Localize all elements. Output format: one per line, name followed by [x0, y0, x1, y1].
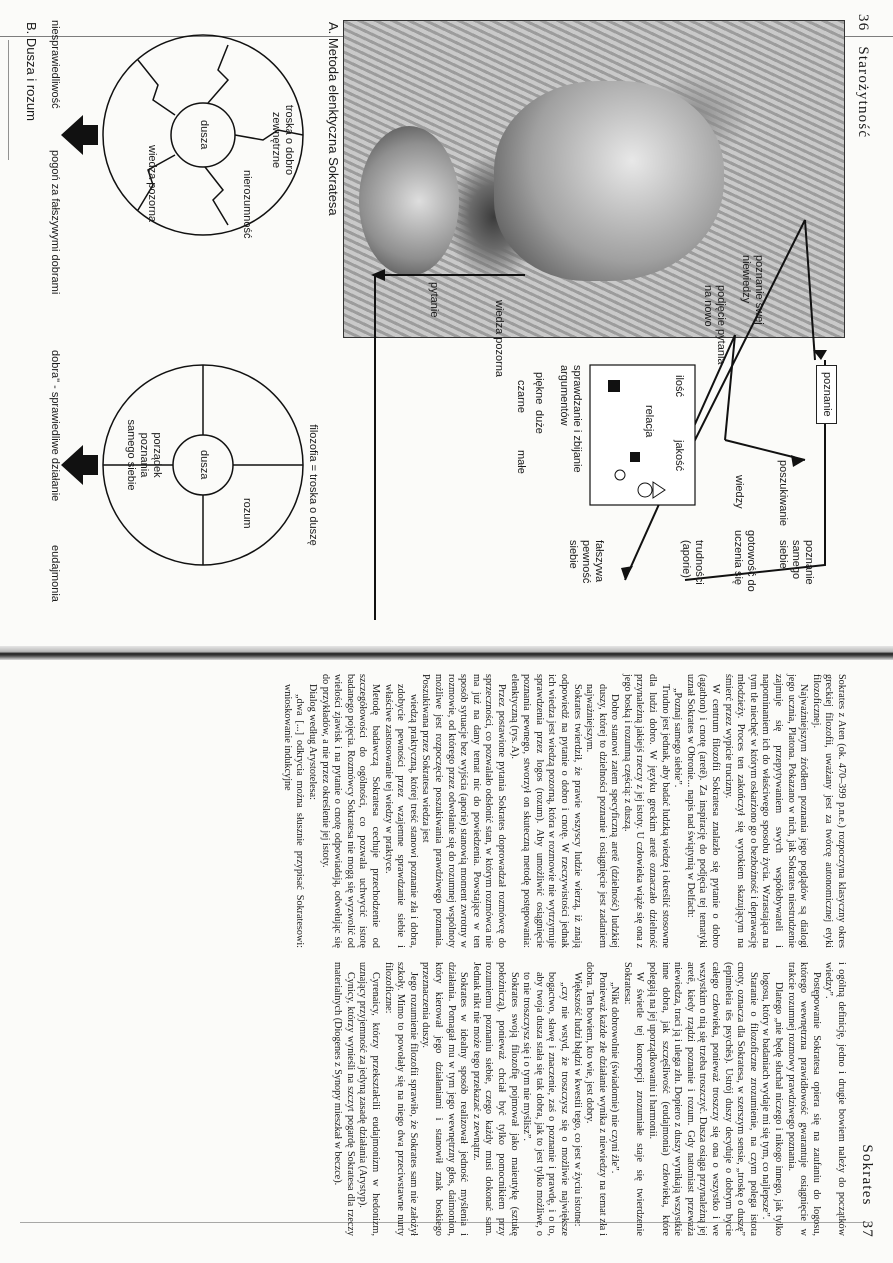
label-poszukiwanie: poszukiwanie: [777, 460, 789, 527]
arrow-line: [805, 220, 815, 360]
paragraph: Przez postawione pytania Sokrates doprowadzał rozmówcę do sprzeczności, co pozwalało odsłonić stan, w którym rozmówca nie ma już na dany temat nic do powiedzenia. Powstające w ten sposób sytuacje bez wyjścia (aporie) stanowią moment zwrotny w rozmowie, od którego przez odwołanie się do rozumnej wspólnoty możliwe jest rozpoczęcie poszukiwania prawdziwego poznania. Poszukiwana przez Sokratesa wiedza jest: [420, 674, 507, 948]
paragraph: wiedzą praktyczną, której treść stanowi poznanie zła i dobra, zdobycie pewności przez wzajemne sprawdzanie siebie i właściwe zastosowanie tej wiedzy w praktyce.: [382, 684, 419, 948]
quote: „dwa [...] odkrycia można słusznie przypisać Sokratesowi: wnioskowanie indukcyjne: [281, 684, 306, 948]
paragraph: i ogólną definicję, jedno i drugie bowiem należy do początków wiedzy”.: [823, 962, 847, 1236]
elenctic-method-diagram: [345, 20, 845, 620]
paragraph: Sokrates twierdził, że prawie wszyscy ludzie wierzą, iż znają odpowiedź na pytanie o dobro i cnotę. W rzeczywistości jednak ich wiedza jest wiedzą pozorną, która w rozmowie nie wytrzymuje sprawdzenia przez logos (rozum). Aby umożliwić osiągnięcie poznania pewnego, stworzył on skuteczną metodę postępowania: elenktyczną (rys. A).: [508, 674, 583, 948]
quote: „Nikt dobrowolnie (świadomie) nie czyni źle”.: [609, 982, 621, 1174]
label-ilosc: ilość: [673, 375, 685, 398]
shape-filled-square: [608, 380, 620, 392]
label-relacja: relacja: [643, 405, 655, 438]
left-seg-wiedza: wiedza pozorna: [146, 145, 158, 223]
paragraph: Dobro stanowi zatem specyficzną aretē (dzielność) ludzkiej duszy, której to dzielności poznanie i osiągnięcie jest zadaniem najważniejszym.: [584, 684, 621, 948]
down-arrow: [61, 445, 98, 485]
text-column-right: [331, 962, 847, 1236]
running-head-37: [858, 1144, 875, 1238]
paragraph: Cynicy, którzy wynieśli na szczyt pogardę Sokratesa dla rzeczy materialnych (Diogenes z Synopy mieszkał w beczce).: [332, 962, 356, 1236]
crack-line: [205, 167, 228, 225]
arrow-head: [791, 455, 805, 467]
label-piekne: piękne: [533, 372, 545, 405]
label-poznanie-niewiedzy: poznanie swej niewiedzy: [740, 255, 765, 325]
label-jakosc: jakość: [673, 440, 685, 472]
paragraph: Postępowanie Sokratesa opiera się na zaufaniu do logosu, którego wewnętrzna prawidłowość gwarantuje osiągnięcie w trakcie rozumnej rozmowy prawdziwego poznania.: [785, 962, 822, 1236]
right-arc-label: filozofia = troska o duszę: [307, 424, 319, 546]
paragraph: Sokrates z Aten (ok. 470–399 p.n.e.) rozpoczyna klasyczny okres greckiej filozofii, uważany jest za twórcę autonomicznej etyki filozoficznej.: [810, 674, 847, 948]
left-bottom-pogon: pogoń za fałszywymi dobrami: [49, 150, 61, 295]
label-poznanie: poznanie: [816, 365, 837, 424]
caption-a: A. Metoda elenktyczna Sokratesa: [326, 22, 341, 216]
soul-reason-diagram: [43, 20, 323, 620]
shape-square: [630, 452, 640, 462]
page-37: [0, 656, 893, 1256]
quote: „czy nie wstyd, że troszczysz się o możliwie największe bogactwo, sławę i znaczenie, zaś o poznanie i prawdę, i o to, aby twoja dusza stała się tak dobra, jak to jest tylko możliwe, o to nie troszczysz się i o tym nie myślisz”.: [521, 972, 570, 1236]
paragraph: Sokrates swoją filozofię pojmował jako maieutykę (sztukę położniczą), ponieważ chciał być tylko pomocnikiem przy rozumiemu poznaniu siebie, czego każdy musi dokonać sam. Jednak nikt nie może tego przekazać z zewnątrz.: [470, 962, 520, 1236]
label-gotowosc: gotowość do uczenia się: [732, 530, 757, 592]
running-head-36: [854, 14, 871, 138]
label-sprawdzanie: sprawdzanie i zbijanie argumentów: [558, 365, 583, 473]
right-bottom-dobra: dobra" - sprawiedliwe działanie: [49, 350, 61, 502]
page-number: 36: [855, 14, 871, 32]
label-wiedza-pozorna: wiedza pozorna: [493, 300, 505, 378]
down-arrow: [61, 115, 98, 155]
left-seg-nierozumnosc: nierozumność: [241, 170, 253, 239]
crack-line: [138, 60, 175, 115]
running-head-title: Sokrates: [859, 1144, 875, 1206]
label-czarne: czarne: [515, 380, 527, 414]
arrow-head: [371, 269, 385, 281]
page-number: 37: [859, 1220, 875, 1238]
running-head-title: Starożytność: [855, 46, 871, 139]
quote: „Poznaj samego siebie”.: [672, 688, 684, 788]
paragraph: Metodę badawczą Sokratesa cechuje przechodzenie od szczegółowości do ogólności, co pozwala uchwycić istotę badanego pojęcia. Rozmówcy Sokratesa nie mogą się wyzwolić od wielości zjawisk i na pytanie o cnotę odpowiadają, odwołując się do przykładów, a nie przez określenie jej istoty.: [319, 674, 382, 948]
label-poznanie-samego-siebie: poznanie samego siebie: [777, 540, 815, 585]
paragraph: Najważniejszym źródłem poznania jego poglądów są dialogi jego ucznia, Platona. Pokazano w nich, jak Sokrates niestrudzenie zajmuje się przepytywaniem swych współobywateli i napominaniem ich do właściwego sposobu życia. Wzrastająca na tym tle niechęć w którym oskarżono go o bezbożność i deprawację młodzieży. Proces ten zakończył się wyrokiem skazującym na śmierć przez wypicie trucizny.: [722, 674, 810, 948]
left-center-dusza: dusza: [198, 120, 210, 150]
paragraph: Staranie o filozoficzne zrozumienie, na czym polega istota cnoty, oznacza dla Sokratesa, w szerszym sensie, „troskę o duszę” (epimeleia tēs psychēs). Ustrój duszy decyduje o dobrym bycie całego człowieka, ponieważ troszczy się ona o wszystko i we wszystkim o nią się trzeba troszczyć. Dusza osiąga przynależną jej aretē, kiedy rządzi poznanie i rozum. Gdy natomiast przeważa niewiedza, traci ją i ulega złu. Dopiero z duszy wynikają wszystkie inne dobra, jak szczęśliwość (eudajmonia) człowieka, które polegają na jej uporządkowaniu i harmonii.: [647, 962, 759, 1236]
text-column-left: [280, 674, 847, 948]
label-duze: duże: [533, 410, 545, 434]
paragraph: Ponieważ każde złe działanie wynika z niewiedzy na temat zła i dobra. Ten bowiem, kto wie, jest dobry.: [584, 962, 608, 1236]
label-wiedzy: wiedzy: [733, 475, 745, 509]
label-podjecie-pytania: podjęcie pytania na nowo: [702, 285, 727, 365]
left-seg-troska: troska o dobro zewnętrzne: [270, 104, 295, 176]
quote: Dlatego „nie będę słuchał niczego i nikogo innego, jak tylko logosu, który w badaniach wydaje mi się tym, co najlepsze”.: [760, 972, 785, 1236]
right-seg-porzadek: porządek poznania samego siebie: [125, 419, 163, 491]
paragraph: W świetle tej koncepcji zrozumiałe staje się twierdzenie Sokratesa:: [621, 962, 646, 1236]
caption-b: B. Dusza i rozum: [24, 22, 39, 121]
paragraph: Dialog według Arystotelesa:: [307, 684, 319, 801]
label-trudnosci: trudności (aporie): [680, 540, 705, 585]
left-bottom-niesprawiedliwosc: niesprawiedliwość: [49, 20, 61, 109]
crack-line: [208, 45, 228, 103]
elenctic-diagram-svg: [345, 20, 845, 620]
label-male: małe: [515, 450, 527, 474]
paragraph: Sokrates w idealny sposób realizował jedność myślenia i działania. Pomagał mu w tym jego wewnętrzny głos, daimonion, który kierował jego działaniami i stanowił znak boskiego przeznaczenia duszy.: [420, 962, 470, 1236]
paragraph: W centrum filozofii Sokratesa znalazło się pytanie o dobro (agathon) i cnotę (aretē). Za inspirację do podjęcia tej tematyki uznał Sokrates w Obronie... napis nad świątynią w Delfach:: [684, 674, 722, 948]
paragraph: Jego rozumienie filozofii sprawiło, że Sokrates sam nie założył szkoły. Mimo to powołały się na niego dwa przeciwstawne nurty filozoficzne:: [382, 962, 419, 1236]
paragraph: Większość ludzi błądzi w kwestii tego, co jest w życiu istotne:: [571, 972, 583, 1227]
right-seg-rozum: rozum: [241, 498, 253, 529]
right-center-dusza: dusza: [198, 450, 210, 480]
label-falszywa: fałszywa pewność siebie: [567, 540, 605, 584]
label-pytanie: pytanie: [428, 282, 440, 318]
paragraph: Trudno jest jednak, aby badać ludzką wiedzę i określić stosowne dla ludzi dobro. W języku greckim aretē oznaczało dzielność przynależną jakiejś rzeczy z jej istoty. U człowieka wiąże się ona z jego boską i rozumną częścią: z duszą.: [621, 674, 671, 948]
right-bottom-eudajmonia: eudajmonia: [49, 545, 61, 602]
paragraph: Cyrenaicy, którzy przekształcili eudajmonizm w hedonizm, uznający przyjemność za jedyną zasadę działania (Arystyp).: [357, 962, 382, 1236]
